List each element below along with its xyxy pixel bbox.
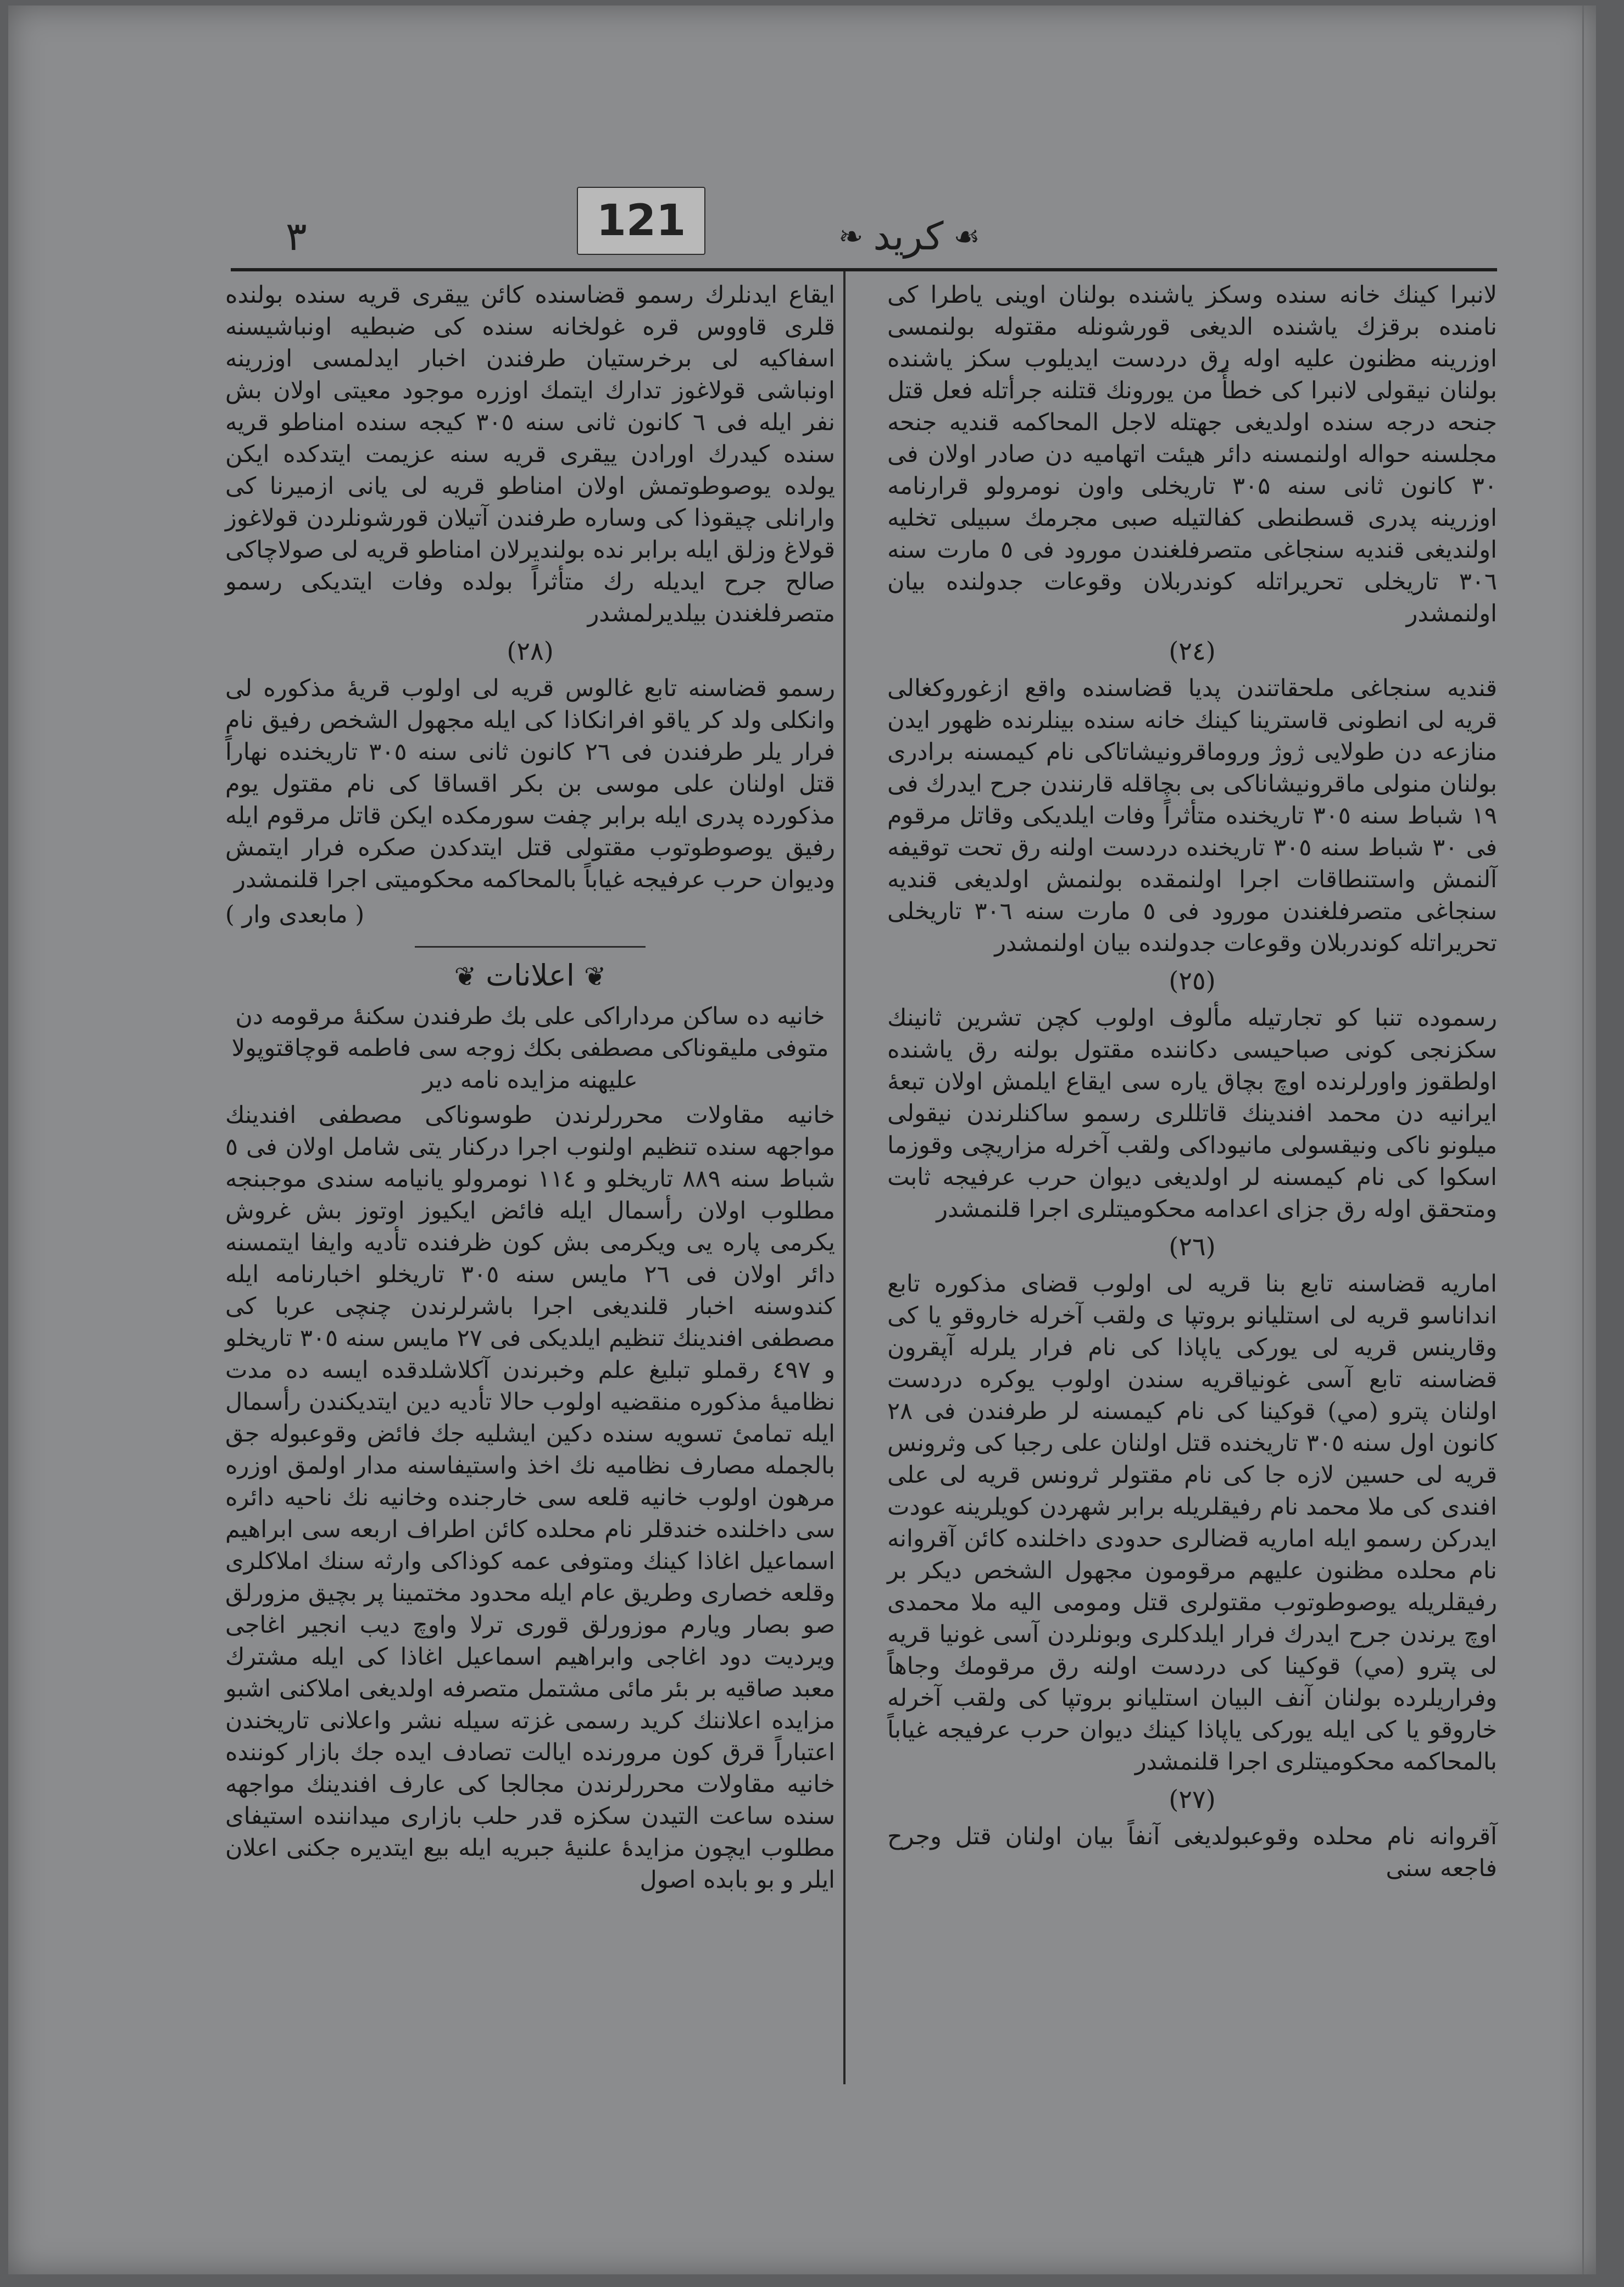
section-rule bbox=[415, 946, 646, 948]
section-text: قندیه سنجاغی ملحقاتندن پدیا قضاسنده واقع ازغوروکغالی قریه لی انطونی قاسترینا کینك خانه سنده بینلرنده ظهور ایدن منازعه دن طولایی ژوژ وروماقرونیشاتاکی نام کیمسنه برادری بولنان منولی ماقرونیشاناکی بی بچاقله قارنندن جرح ایدرك فی ۱۹ شباط سنه ۳۰٥ تاریخنده متأثراً وفات ایلدیکی وقاتل مرقوم فی ۳۰ شباط سنه ۳۰٥ تاریخنده دردست اولنه رق تحت توقیفه آلنمش واستنطاقات اجرا اولنمقده بولنمش اولدیغی قندیه سنجاغی متصرفلغندن مورود فی ٥ مارت سنه ۳۰٦ تاریخلی تحریراتله کوندربلان وقوعات جدولنده بیان اولنمشدر bbox=[887, 675, 1498, 957]
left-column bbox=[225, 279, 835, 1899]
column-divider bbox=[843, 271, 846, 2084]
section-text: آقروانه نام محلده وقوعبولدیغی آنفاً بیان اولنان قتل وجرح فاجعه سنی bbox=[887, 1823, 1497, 1882]
header-rule bbox=[231, 268, 1497, 271]
ornament-left-icon: ❧ bbox=[838, 219, 864, 254]
folio-sticker: 121 bbox=[577, 187, 705, 255]
ads-heading bbox=[225, 960, 835, 993]
ads-body: خانیه مقاولات محررلرندن طوسوناکی مصطفی افندینك مواجهه سنده تنظیم اولنوب اجرا درکنار یتی شامل اولان فی ٥ شباط سنه ۸۸۹ تاریخلو و ۱۱٤ نومرولو یانیامه سندی موجبنجه مطلوب اولان رأسمال ایله فائض ایکیوز اوتوز بش غروش یکرمی پاره یی ویکرمی بش کون ظرفنده تأدیه وایفا ایتمسنه دائر اولان فی ۲٦ مایس سنه ۳۰٥ تاریخلو اخبارنامه ایله کندوسنه اخبار قلندیغی اجرا باشرلرندن چنچی عربا کی مصطفی افندینك تنظیم ایلدیکی فی ۲۷ مایس سنه ۳۰٥ تاریخلو و ٤٩٧ رقملو تبلیغ علم وخبرندن آکلاشلدقده ایسه ده مدت نظامیهٔ مذکوره منقضیه اولوب حالا تأدیه دین ایتدیکندن رأسمال ایله تمامیٔ تسویه سنده دکین ایشلیه جك فائض وقوعبوله جق بالجمله مصارف نظامیه نك اخذ واستیفاسنه مدار اولمق اوزره مرهون اولوب خانیه قلعه سی خارجنده وخانیه نك ناحیه دائره سی داخلنده خندقلر نام محلده کائن اطراف اربعه سی ابراهیم اسماعیل اغاذا کینك ومتوفی عمه کوذاکی وارثه سنك املاکلری وقلعه خصاری وطریق عام ایله محدود مختمینا پر بچیق مزورلق صو بصار ویارم موزورلق قوری ترلا واوچ دیب انجیر اغاجی ویردیت دود اغاجی وابراهیم اسماعیل اغاذا کی ایله مشترك معبد صاقیه بر بئر مائی مشتمل متصرفه اولدیغی املاکنی اشبو مزایده اعلاننك کرید رسمی غزته سیله نشر واعلانی تاریخندن اعتباراً قرق کون مرورنده ایالت تصادف ایده جك بازار کوننده خانیه مقاولات محررلرندن مجالجا کی عارف افندینك مواجهه سنده ساعت التیدن سکزه قدر حلب بازاری میداننده استیفای مطلوب ایچون مزایدهٔ علنیهٔ جبریه ایله بیع ایتدیره جکنی اعلان ایلر و بو بابده اصول bbox=[225, 1101, 835, 1894]
page-number: ٣ bbox=[286, 213, 307, 259]
ornament-icon: ❦ bbox=[454, 961, 476, 992]
page-header bbox=[8, 5, 1596, 280]
section-number: (٢٤) bbox=[1169, 636, 1216, 666]
paragraph: لانبرا کینك خانه سنده وسکز یاشنده بولنان اوینی یاطرا کی نامنده برقزك یاشنده الدیغی قورشونله مقتوله بولنمسی اوزرینه مظنون علیه اوله رق دردست ایدیلوب سکز یاشنده بولنان نیقولی لانبرا کی خطأً من یورونك قتلنه جرأتله فعل قتل جنحه درجه سنده اولدیغی جهتله لاجل المحاکمه قندیه جنحه مجلسنه حواله اولنمسنه دائر هیئت اتهامیه دن صادر اولان فی ۳۰ کانون ثانی سنه ۳۰۵ تاریخلی واون نومرولو قرارنامه اوزرینه پدری قسطنطی کفالتیله صبی مجرمك سبیلی تخلیه اولندیغی قندیه سنجاغی متصرفلغندن مورود فی ٥ مارت سنه ۳۰٦ تاریخلی تحریراتله کوندربلان وقوعات جدولنده بیان اولنمشدر bbox=[887, 281, 1497, 627]
ornament-icon: ❦ bbox=[584, 961, 607, 992]
section-number: (٢٥) bbox=[1169, 966, 1216, 995]
section-number: (٢٧) bbox=[1169, 1784, 1216, 1814]
section-number: (٢٨) bbox=[507, 636, 554, 666]
right-column bbox=[887, 279, 1497, 1888]
section-text: رسموده تنبا کو تجارتیله مألوف اولوب کچن تشرین ثانینك سکزنجی کونی صباحیسی دکاننده مقتول بولنه رق یاشنده اولطقوز واورلرنده اوچ بچاق یاره سی ایقاع ایلمش اولان تبعهٔ ایرانیه دن محمد افندینك قاتللری رسمو ساکنلرندن نیقولی میلونو ناکی ونیقسولی مانیوداکی ولقب آخرله مزاریچی وقوزما اسکوا کی نام کیمسنه لر اولدیغی دیوان حرب عرفیجه ثابت ومتحقق اوله رق جزای اعدامه محکومیتلری اجرا قلنمشدر bbox=[887, 1004, 1497, 1223]
masthead bbox=[794, 209, 1025, 264]
section-number: (٢٦) bbox=[1169, 1232, 1216, 1261]
ornament-right-icon: ☙ bbox=[953, 219, 980, 254]
newspaper-page bbox=[8, 5, 1596, 2274]
section-text: اماریه قضاسنه تابع بنا قریه لی اولوب قضای مذکوره تابع انداناسو قریه لی استلیانو بروتپا ی ولقب آخرله خاروقو یا کی وقارینس قریه لی یورکی یاپاذا کی نام فرار یلرله آپقرون قضاسنه تابع آسی غونیاقریه سندن اولوب یوکره دردست اولنان پترو (مي) قوکینا کی نام کیمسنه لر طرفندن فی ۲۸ کانون اول سنه ۳۰٥ تاریخنده قتل اولنان علی رجبا کی وثرونس قریه لی حسین لازه جا کی نام مقتولر ثرونس قریه لی علی افندی کی ملا محمد نام رفیقلریله برابر شهردن کویلرینه عودت ایدرکن رسمو ایله اماریه قضالری حدودی داخلنده کائن آقروانه نام محلده مظنون علیهم مرقومون مجهول الشخص دیکر بر رفیقلریله یوصوطوتوب مقتولری قتل ومومی الیه ملا محمدی اوچ یرندن جرح ایدرك فرار ایلدکلری وبونلردن آسی غونیا قریه لی پترو (مي) قوکینا کی دردست اولنه رق مرقومك وجاهاً وفراریلرده بولنان آنف البیان استلیانو بروتپا کی ولقب آخرله خاروقو یا کی ایله یورکی یاپاذا کینك دیوان حرب عرفیجه غیاباً بالمحاکمه محکومیتلری اجرا قلنمشدر bbox=[887, 1270, 1498, 1776]
ads-lead: خانیه ده ساکن مرداراکی علی بك طرفندن سکنهٔ مرقومه دن متوفی ملیقوناکی مصطفی بكك زوجه سی فاطمه قوچاقتوپولا علیهنه مزایده نامه دیر bbox=[231, 1003, 829, 1094]
page-fold-edge bbox=[1582, 5, 1584, 2274]
ads-title: اعلانات bbox=[486, 958, 575, 993]
masthead-title: کرید bbox=[873, 214, 944, 259]
paragraph: ایقاع ایدنلرك رسمو قضاسنده کائن ییقری قریه سنده بولنده قلری قاووس قره غولخانه سنده کی ضبطیه اونباشیسنه اسفاکیه لی برخرستیان طرفندن اخبار ایدلمسی اوزرینه اونباشی قولاغوز تدارك ایتمك اوزره موجود معیتی اولان بش نفر ایله فی ٦ کانون ثانی سنه ۳۰٥ کیجه سنده امناطو قریه سنده کیدرك اورادن ییقری قریه سنه عزیمت ایتدکده ایکن یولده یوصوطوتمش اولان امناطو قریه لی یانی ازمیرنا کی وارانلی چیقوذا کی وساره طرفندن آتیلان قورشونلردن قولاغوز قولاغ وزلق ایله برابر نده بولندیرلان امناطو قریه لی صولاچاکی صالح جرح ایدیله رك متأثراً بولده وفات ایتدیکی رسمو متصرفلغندن بیلدیرلمشدر bbox=[225, 281, 835, 627]
section-text: رسمو قضاسنه تابع غالوس قریه لی اولوب قریهٔ مذکوره لی وانکلی ولد کر یاقو افرانکاذا کی ایله مجهول الشخص رفیق نام فرار یلر طرفندن فی ۲٦ کانون ثانی سنه ۳۰٥ تاریخنده نهاراً قتل اولنان علی موسی بن بکر اقساقا کی نام مقتول یوم مذکورده پدری ایله برابر چفت سورمکده ایکن قاتل مرقوم ایله رفیق یوصوطوتوب مقتولی قتل ایتدکدن صکره فرار ایتمش ودیوان حرب عرفیجه غیاباً بالمحاکمه محکومیتی اجرا قلنمشدر bbox=[225, 675, 835, 893]
continuation-note: ( مابعدی وار ) bbox=[225, 901, 365, 928]
